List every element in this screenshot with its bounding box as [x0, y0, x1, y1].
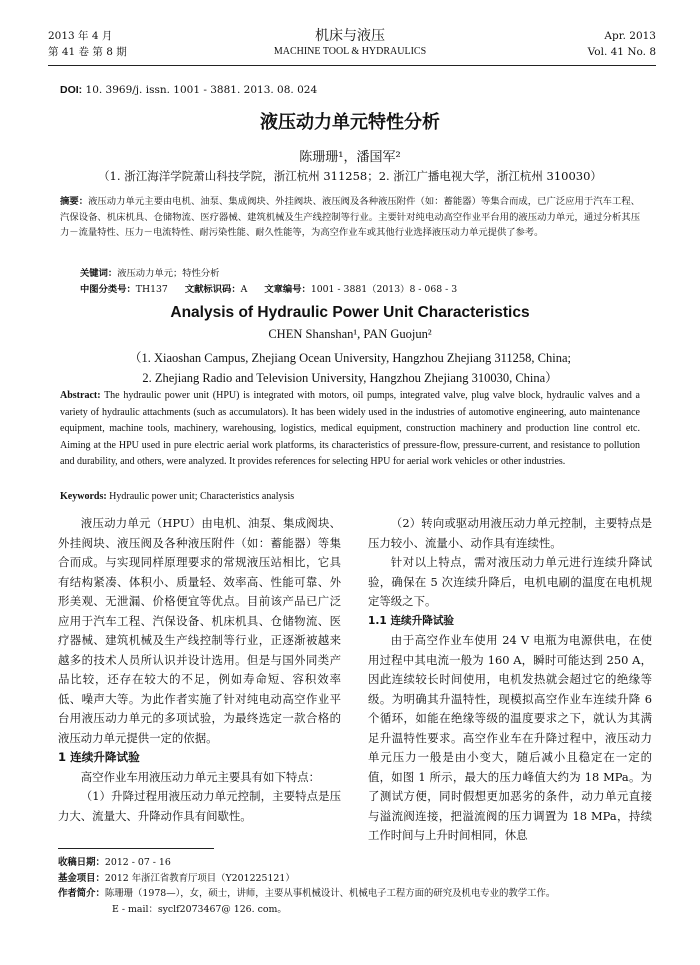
doi [60, 84, 317, 96]
received-label: 收稿日期： [58, 857, 105, 868]
volume-number-en: Vol. 41 No. 8 [587, 46, 656, 58]
header-right [588, 28, 656, 60]
authors-en: CHEN Shanshan¹, PAN Guojun² [268, 327, 432, 341]
doi-label: DOI: [60, 84, 83, 96]
header-divider [48, 65, 656, 66]
body-paragraph: 液压动力单元（HPU）由电机、油泵、集成阀块、外挂阀块、液压阀及各种液压附件（如：蓄能器）等集合而成。与实现同样原理要求的常规液压站相比，它具有结构紧凑、体积小、质量轻、效率高、性能可靠、外形美观、无泄漏、价格便宜等优点。目前该产品已广泛应用于汽车工程、汽保设备、机床机具、仓储物流、医疗器械、建筑机械及生产线控制等行业，正逐渐被越来越多的技术人员所认识并设计选用。但是与国外同类产品比较，还存在较大的不足，例如寿命短、容积效率低、噪声大等。为此作者实施了针对纯电动高空作业平台用液压动力单元的多项试验，为最终选定一款合格的液压动力单元提供一定的依据。 [58, 516, 341, 745]
subsection-heading: 1.1 连续升降试验 [368, 614, 455, 627]
body-column-right [368, 514, 652, 846]
doc-code-label: 文献标识码： [184, 284, 241, 295]
keywords-cn-text: 液压动力单元；特性分析 [117, 268, 220, 279]
article-number-label: 文章编号： [264, 284, 311, 295]
received-value: 2012 - 07 - 16 [104, 857, 171, 868]
issue-date: 2013 年 4 月 [48, 30, 113, 42]
keywords-cn [80, 265, 219, 279]
keywords-en [60, 491, 294, 502]
author-bio [58, 886, 656, 902]
affiliation-en-1: （1. Xiaoshan Campus, Zhejiang Ocean University, Hangzhou Zhejiang 311258, China; [128, 351, 572, 365]
authors-cn: 陈珊珊¹，潘国军² [299, 150, 401, 165]
abstract-en [60, 388, 640, 471]
issue-date-en: Apr. 2013 [604, 30, 656, 42]
fund-value: 2012 年浙江省教育厅项目（Y201225121） [104, 872, 295, 884]
body-paragraph: （1）升降过程用液压动力单元控制，主要特点是压力大、流量大、升降动作具有间歇性。 [58, 789, 341, 823]
title-cn: 液压动力单元特性分析 [260, 112, 440, 133]
keywords-en-text: Hydraulic power unit; Characteristics analysis [106, 491, 295, 502]
clc-label: 中图分类号： [80, 284, 136, 295]
classification-line [80, 281, 457, 295]
abstract-en-label: Abstract: [60, 390, 101, 401]
keywords-cn-label: 关键词： [80, 268, 118, 279]
body-paragraph: （2）转向或驱动用液压动力单元控制，主要特点是压力较小、流量小、动作具有连续性。 [368, 516, 652, 550]
body-paragraph: 由于高空作业车使用 24 V 电瓶为电源供电，在使用过程中其电流一般为 160 A，瞬时可能达到 250 A，因此连续较长时间使用，电机发热就会超过它的绝缘等级。为明确其升温特性，现模拟高空作业车连续升降 6 个循环，如能在绝缘等级的温度要求之下，就认为其满足升温特性要求。高空作业车在升降过程中，液压动力单元压力一般是由小变大，随后减小且稳定在一定的值，如图 1 所示，最大的压力峰值大约为 18 MPa。为了测试方便，同时假想更加恶劣的条件，动力单元直接与溢流阀连接，把溢流阀的压力调置为 18 MPa，持续工作时间与上升时间相同，休息 [368, 633, 652, 842]
author-bio-label: 作者简介： [58, 888, 105, 899]
received-date [58, 855, 656, 871]
abstract-en-text: The hydraulic power unit (HPU) is integrated with motors, oil pumps, integrated valve, plug valve block, hydraulic valves and a variety of hydraulic attachments (such as accumulators). It has been widely used in the industries of automotive engineering, auto maintenance equipment, machine tools, machinery, warehousing, logistics, medical equipment, construction machinery and production line control etc. Aiming at the HPU used in pure electric aerial work platforms, its characteristics of pressure-flow, pressure-current, and resistance to pollution and durability, and others, were analyzed. It provides references for selecting HPU for aerial work vehicles or other industries. [60, 390, 640, 468]
abstract-cn-label: 摘要： [60, 196, 89, 207]
body-column-left [58, 514, 341, 826]
body-paragraph: 高空作业车用液压动力单元主要具有如下特点： [80, 769, 321, 784]
author-email: E - mail：syclf2073467@ 126. com。 [112, 903, 287, 915]
journal-name-en: MACHINE TOOL & HYDRAULICS [273, 46, 427, 57]
volume-number: 第 41 卷 第 8 期 [48, 46, 127, 58]
article-number-value: 1001 - 3881（2013）8 - 068 - 3 [310, 284, 458, 295]
clc-value: TH137 [135, 284, 168, 295]
fund-info [58, 871, 656, 887]
footnote [58, 855, 656, 917]
footnote-divider [58, 848, 214, 849]
fund-label: 基金项目： [58, 872, 105, 884]
keywords-en-label: Keywords: [60, 491, 107, 502]
section-heading: 1 连续升降试验 [58, 750, 140, 764]
abstract-cn-text: 液压动力单元主要由电机、油泵、集成阀块、外挂阀块、液压阀及各种液压附件（如：蓄能器）等集合而成，已广泛应用于汽车工程、汽保设备、机床机具、仓储物流、医疗器械、建筑机械及生产线控制等行业。主要针对纯电动高空作业平台用的液压动力单元，通过分析其压力－流量特性、压力－电流特性、耐污染性能、耐久性能等，为高空作业车或其他行业选择液压动力单元提供了参考。 [60, 196, 640, 238]
affiliation-cn: （1. 浙江海洋学院萧山科技学院，浙江杭州 311258；2. 浙江广播电视大学，浙江杭州 310030） [98, 169, 602, 183]
author-bio-text: 陈珊珊（1978—），女，硕士，讲师，主要从事机械设计、机械电子工程方面的研究及机电专业的教学工作。 [104, 888, 556, 899]
body-paragraph: 针对以上特点，需对液压动力单元进行连续升降试验，确保在 5 次连续升降后，电机电刷的温度在电机规定等级之下。 [368, 555, 652, 608]
doc-code-value: A [240, 284, 248, 295]
abstract-cn [60, 194, 640, 241]
affiliation-en-2: 2. Zhejiang Radio and Television University, Hangzhou Zhejiang 310030, China） [142, 371, 558, 385]
doi-value: 10. 3969/j. issn. 1001 - 3881. 2013. 08. 024 [82, 84, 318, 96]
title-en: Analysis of Hydraulic Power Unit Characteristics [170, 304, 530, 321]
journal-name-cn: 机床与液压 [315, 28, 385, 44]
